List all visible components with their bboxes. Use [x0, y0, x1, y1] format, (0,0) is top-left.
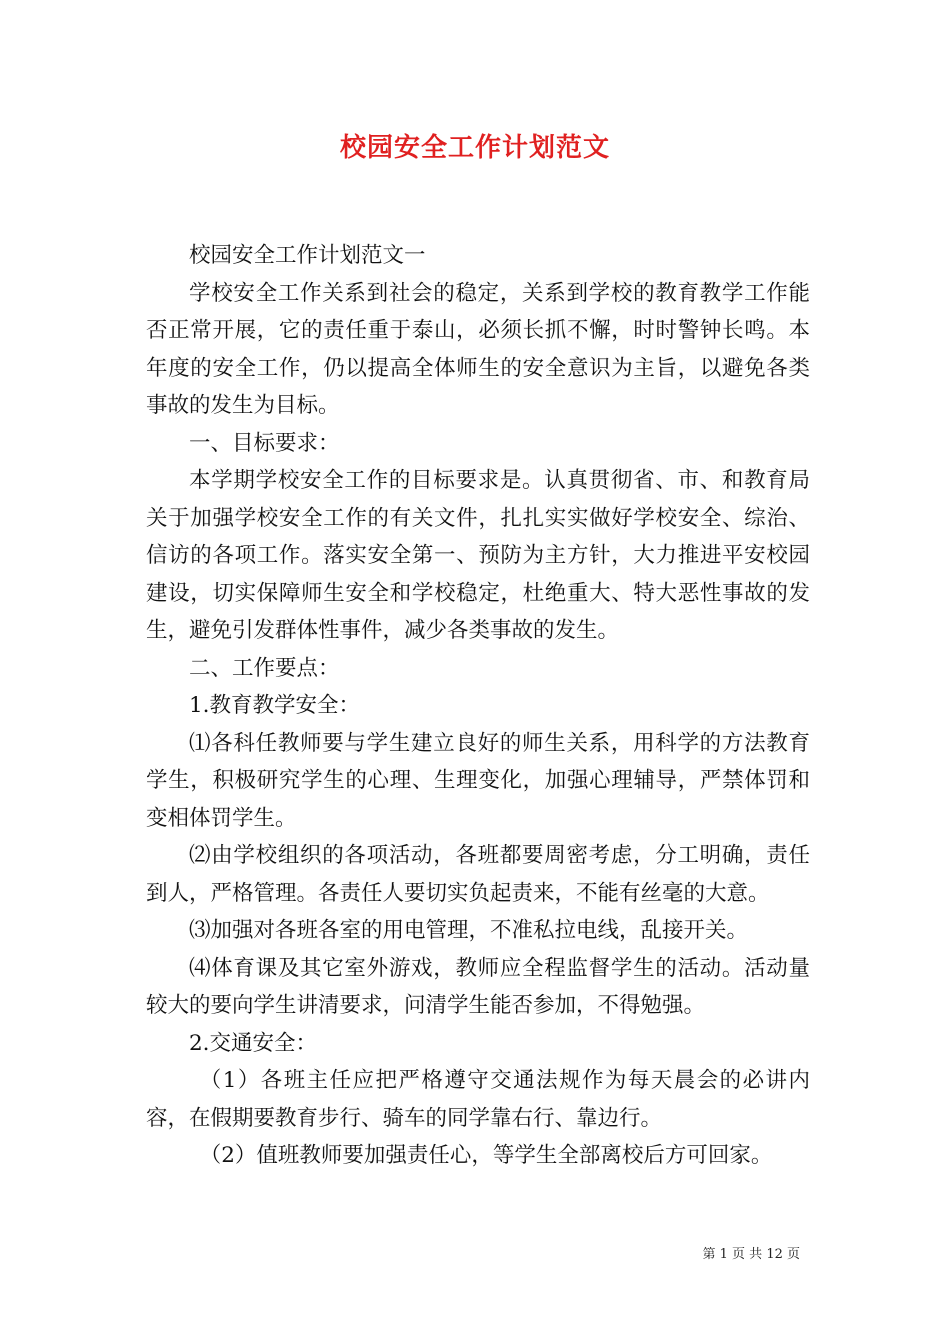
paragraph-item-4: ⑷体育课及其它室外游戏，教师应全程监督学生的活动。活动量较大的要向学生讲清要求，问清学生能否参加，不得勉强。 — [146, 955, 810, 1018]
paragraph-intro: 学校安全工作关系到社会的稳定，关系到学校的教育教学工作能否正常开展，它的责任重于泰山，必须长抓不懈，时时警钟长鸣。本年度的安全工作，仍以提高全体师生的安全意识为主旨，以避免各类事故的发生为目标。 — [146, 280, 810, 418]
section-heading: 校园安全工作计划范文一 — [189, 243, 426, 268]
document-body — [146, 237, 810, 1175]
document-title: 校园安全工作计划范文 — [339, 133, 610, 163]
paragraph-goals: 本学期学校安全工作的目标要求是。认真贯彻省、市、和教育局关于加强学校安全工作的有关文件，扎扎实实做好学校安全、综治、信访的各项工作。落实安全第一、预防为主方针，大力推进平安校园建设，切实保障师生安全和学校稳定，杜绝重大、特大恶性事故的发生，避免引发群体性事件，减少各类事故的发生。 — [146, 468, 810, 643]
paragraph-item-3: ⑶加强对各班各室的用电管理，不准私拉电线，乱接开关。 — [189, 918, 749, 943]
paragraph-item-1: ⑴各科任教师要与学生建立良好的师生关系，用科学的方法教育学生，积极研究学生的心理、生理变化，加强心理辅导，严禁体罚和变相体罚学生。 — [146, 730, 810, 831]
paragraph-traffic-1: （1）各班主任应把严格遵守交通法规作为每天晨会的必讲内容，在假期要教育步行、骑车的同学靠右行、靠边行。 — [146, 1068, 810, 1131]
page-number-footer: 第 1 页 共 12 页 — [702, 1247, 800, 1262]
heading-traffic-safety: 2.交通安全： — [189, 1030, 318, 1056]
heading-work-points: 二、工作要点： — [189, 655, 340, 681]
paragraph-item-2: ⑵由学校组织的各项活动，各班都要周密考虑，分工明确，责任到人，严格管理。各责任人要切实负起责来，不能有丝毫的大意。 — [146, 843, 810, 906]
heading-goals: 一、目标要求： — [189, 430, 340, 456]
paragraph-traffic-2: （2）值班教师要加强责任心，等学生全部离校后方可回家。 — [199, 1143, 773, 1168]
heading-teaching-safety: 1.教育教学安全： — [189, 693, 361, 718]
